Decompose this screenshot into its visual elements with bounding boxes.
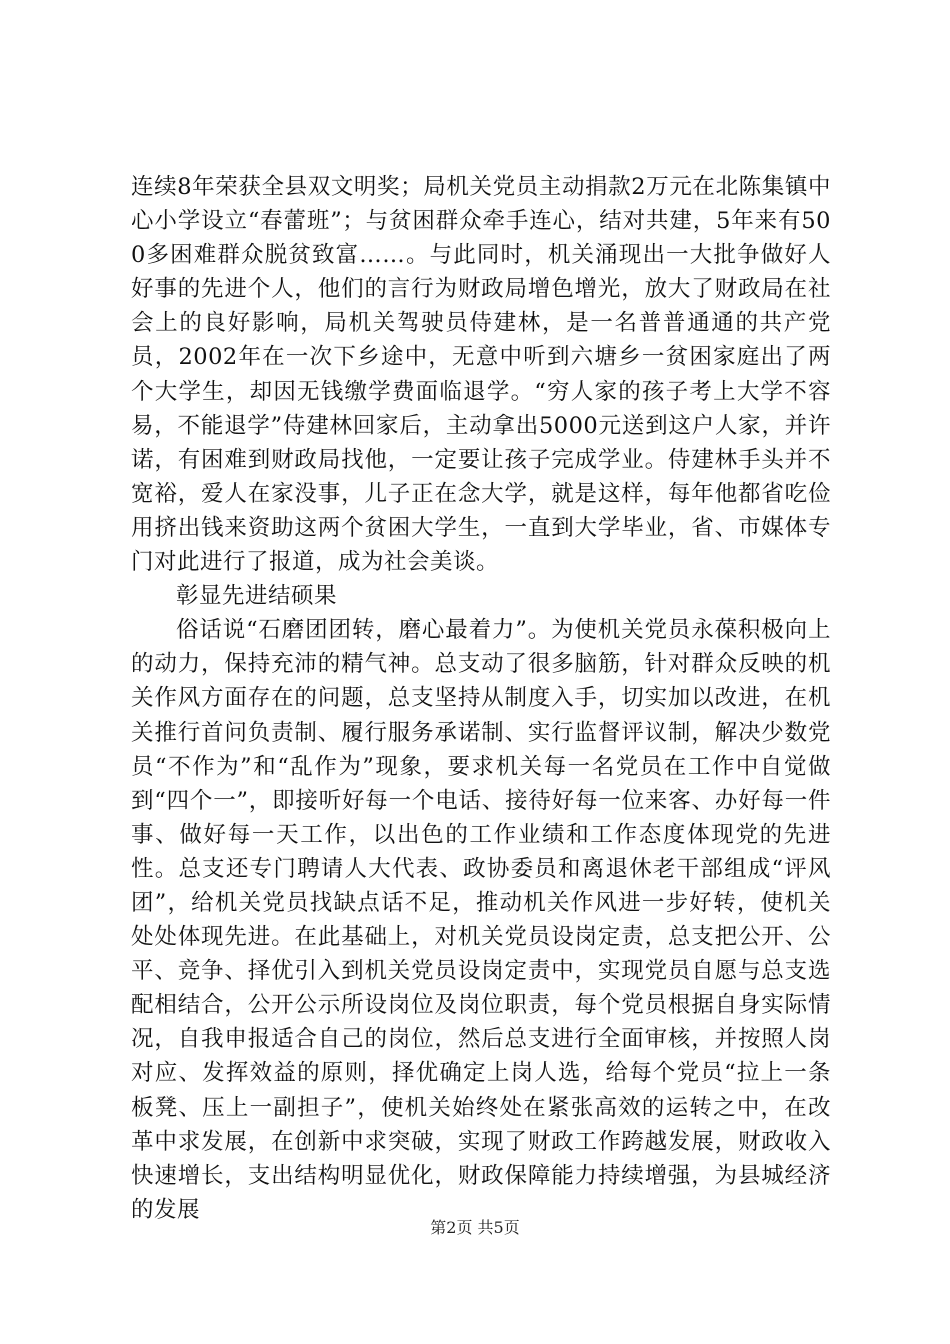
paragraph-continuation: 连续8年荣获全县双文明奖；局机关党员主动捐款2万元在北陈集镇中心小学设立“春蕾班”；与贫困群众牵手连心，结对共建，5年来有500多困难群众脱贫致富……。与此同时，机关涌现出一大批争做好人好事的先进个人，他们的言行为财政局增色增光，放大了财政局在社会上的良好影响，局机关驾驶员侍建林，是一名普普通通的共产党员，2002年在一次下乡途中，无意中听到六塘乡一贫困家庭出了两个大学生，却因无钱缴学费面临退学。“穷人家的孩子考上大学不容易，不能退学”侍建林回家后，主动拿出5000元送到这户人家，并许诺，有困难到财政局找他，一定要让孩子完成学业。侍建林手头并不宽裕，爱人在家没事，儿子正在念大学，就是这样，每年他都省吃俭用挤出钱来资助这两个贫困大学生，一直到大学毕业，省、市媒体专门对此进行了报道，成为社会美谈。 [131,174,831,576]
page-number-footer: 第2页 共5页 [430,1218,520,1237]
document-body [131,170,831,1227]
section-heading: 彰显先进结硕果 [176,583,338,610]
paragraph-body: 俗话说“石磨团团转，磨心最着力”。为使机关党员永葆积极向上的动力，保持充沛的精气神。总支动了很多脑筋，针对群众反映的机关作风方面存在的问题，总支坚持从制度入手，切实加以改进，在机关推行首问负责制、履行服务承诺制、实行监督评议制，解决少数党员“不作为”和“乱作为”现象，要求机关每一名党员在工作中自觉做到“四个一”，即接听好每一个电话、接待好每一位来客、办好每一件事、做好每一天工作，以出色的工作业绩和工作态度体现党的先进性。总支还专门聘请人大代表、政协委员和离退休老干部组成“评风团”，给机关党员找缺点话不足，推动机关作风进一步好转，使机关处处体现先进。在此基础上，对机关党员设岗定责，总支把公开、公平、竞争、择优引入到机关党员设岗定责中，实现党员自愿与总支选配相结合，公开公示所设岗位及岗位职责，每个党员根据自身实际情况，自我申报适合自己的岗位，然后总支进行全面审核，并按照人岗对应、发挥效益的原则，择优确定上岗人选，给每个党员“拉上一条板凳、压上一副担子”，使机关始终处在紧张高效的运转之中，在改革中求发展，在创新中求突破，实现了财政工作跨越发展，财政收入快速增长，支出结构明显优化，财政保障能力持续增强，为县城经济的发展 [131,617,831,1223]
